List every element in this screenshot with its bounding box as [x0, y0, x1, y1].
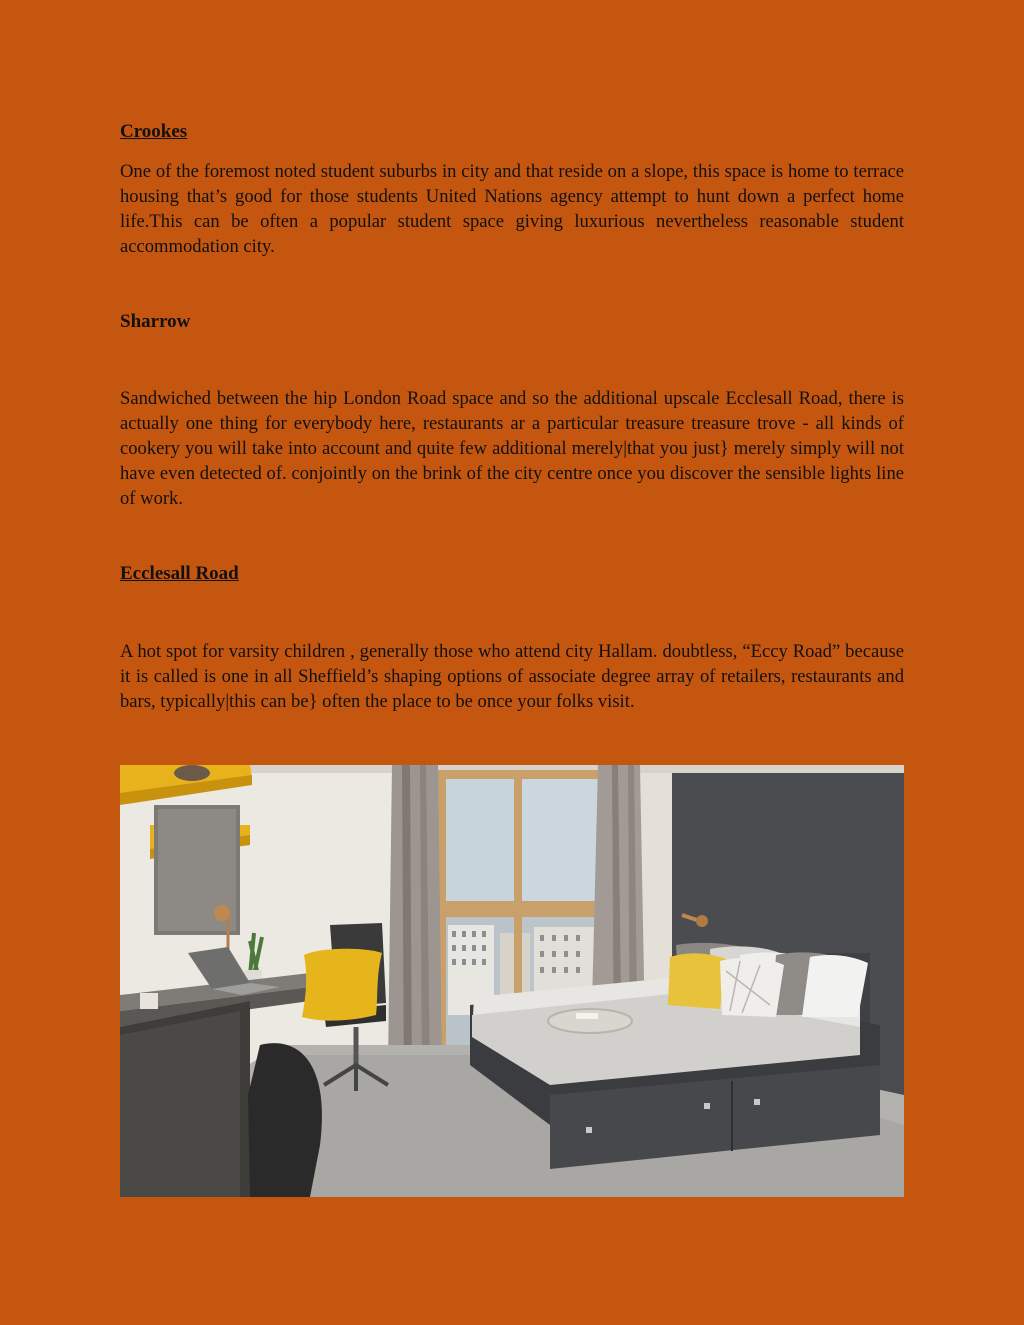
section-title-sharrow: Sharrow — [120, 311, 191, 332]
section-body-ecclesall-road: A hot spot for varsity children , generally those who attend city Hallam. doubtless, “Eccy Road” because it is called is one in all Sheffield’s shaping options of associate degree array of retailers, restaurants and bars, typically|this can be} often the place to be once your folks visit. — [120, 641, 904, 712]
bedroom-photo — [120, 765, 904, 1197]
section-title-crookes: Crookes — [120, 121, 188, 142]
section-title-ecclesall-road: Ecclesall Road — [120, 563, 239, 584]
section-body-sharrow: Sandwiched between the hip London Road space and so the additional upscale Ecclesall Road, there is actually one thing for everybody here, restaurants ar a particular treasure treasure trove - all kinds of cookery you will take into account and quite few additional merely|that you just} merely simply will not have even detected of. conjointly on the brink of the city centre once you discover the sensible lights line of work. — [120, 388, 904, 509]
section-body-crookes: One of the foremost noted student suburbs in city and that reside on a slope, this space is home to terrace housing that’s good for those students United Nations agency attempt to hunt down a perfect home life.This can be often a popular student space giving luxurious nevertheless reasonable student accommodation city. — [120, 161, 904, 257]
